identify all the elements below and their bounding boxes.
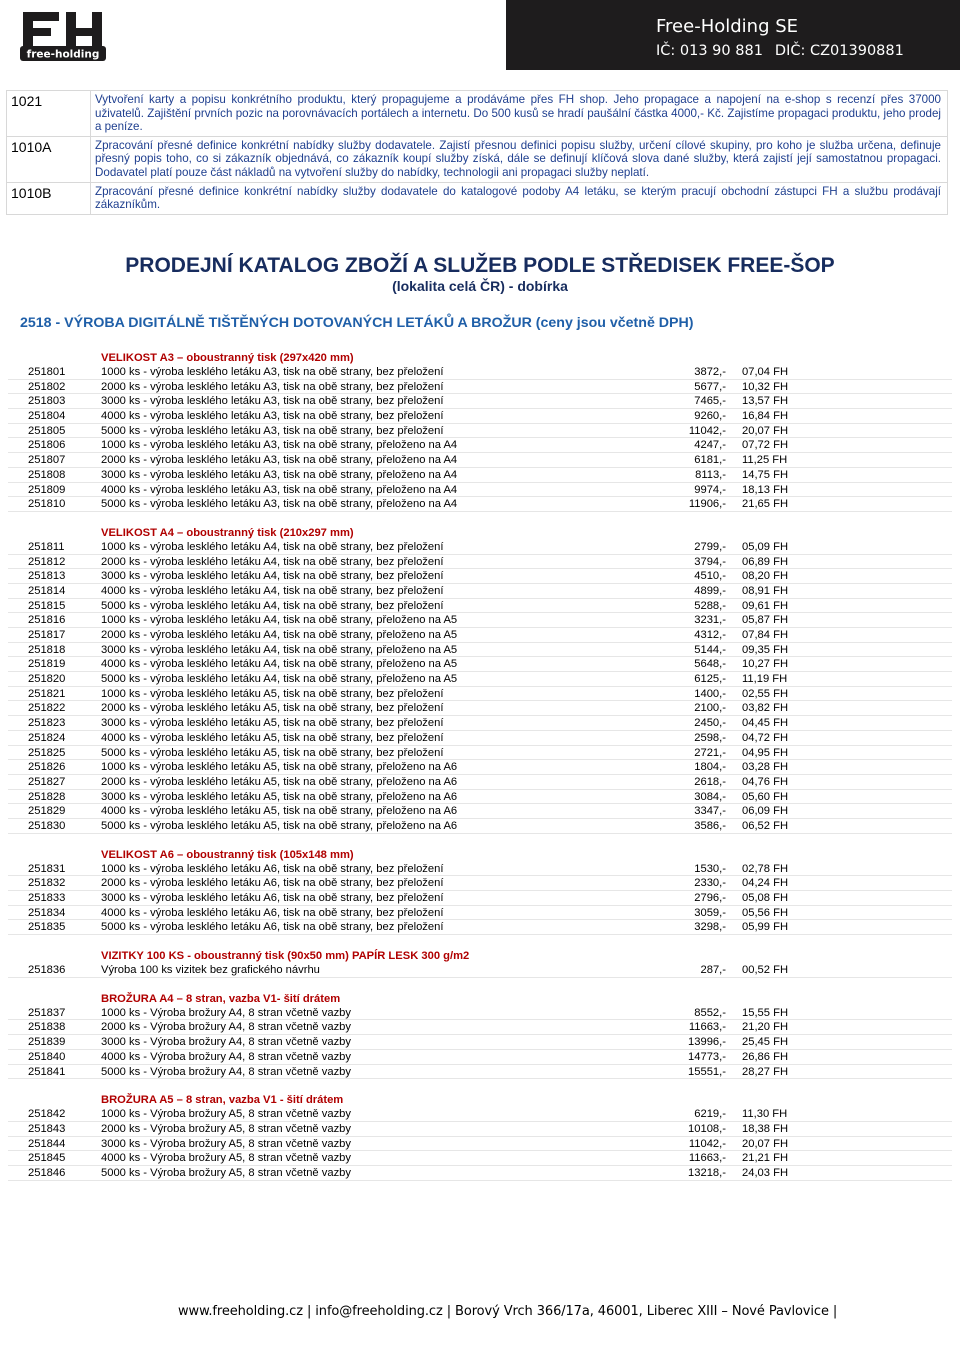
item-fh-value: 09,61 FH <box>742 599 789 612</box>
company-dic: DIČ: CZ01390881 <box>774 43 904 59</box>
item-code: 251841 <box>28 1065 66 1078</box>
catalog-row <box>8 613 952 628</box>
item-fh-value: 11,19 FH <box>742 673 788 686</box>
item-price: 1400,- <box>694 687 726 700</box>
service-description-table <box>6 90 948 215</box>
item-code: 251806 <box>28 439 66 452</box>
footer-email-link[interactable]: info@freeholding.cz <box>315 1304 443 1319</box>
catalog-row <box>8 438 952 453</box>
company-banner <box>506 0 960 70</box>
item-price: 1804,- <box>694 761 726 774</box>
description-row <box>7 182 948 214</box>
item-description: 2000 ks - Výroba brožury A4, 8 stran včetně vazby <box>101 1021 351 1034</box>
item-fh-value: 25,45 FH <box>742 1036 789 1049</box>
catalog-row <box>8 1151 952 1166</box>
item-description: 5000 ks - Výroba brožury A4, 8 stran včetně vazby <box>101 1065 351 1078</box>
item-description: 4000 ks - Výroba brožury A4, 8 stran včetně vazby <box>101 1050 351 1063</box>
catalog-row <box>8 1050 952 1065</box>
group-spacer <box>8 834 952 845</box>
item-code: 251833 <box>28 892 66 904</box>
item-fh-value: 07,04 FH <box>742 366 789 378</box>
item-description: 5000 ks - výroba lesklého letáku A4, tisk na obě strany, bez přeložení <box>101 599 444 612</box>
catalog-row <box>8 819 952 834</box>
item-price: 3059,- <box>694 906 726 919</box>
catalog-row <box>8 1006 952 1021</box>
catalog-row <box>8 497 952 512</box>
item-price: 11663,- <box>688 1152 726 1165</box>
item-fh-value: 26,86 FH <box>742 1050 789 1063</box>
item-fh-value: 08,20 FH <box>742 570 789 583</box>
catalog-row <box>8 804 952 819</box>
item-fh-value: 05,56 FH <box>742 906 789 919</box>
item-price: 4247,- <box>694 439 726 452</box>
item-fh-value: 05,99 FH <box>742 921 789 934</box>
item-description: 2000 ks - výroba lesklého letáku A4, tisk na obě strany, přeloženo na A5 <box>101 629 458 641</box>
item-fh-value: 06,89 FH <box>742 555 789 568</box>
item-fh-value: 28,27 FH <box>742 1065 789 1078</box>
item-description: 4000 ks - výroba lesklého letáku A4, tisk na obě strany, přeloženo na A5 <box>101 658 458 671</box>
item-code: 251845 <box>28 1152 66 1165</box>
logo-text: free-holding <box>26 48 100 61</box>
item-description: 3000 ks - Výroba brožury A5, 8 stran včetně vazby <box>101 1137 351 1150</box>
catalog-row <box>8 906 952 921</box>
item-fh-value: 05,08 FH <box>742 892 789 904</box>
catalog-row <box>8 599 952 614</box>
catalog-row <box>8 657 952 672</box>
item-code: 251819 <box>28 658 66 671</box>
item-description: 3000 ks - výroba lesklého letáku A5, tisk na obě strany, přeloženo na A6 <box>101 790 458 803</box>
item-price: 3231,- <box>694 614 726 627</box>
item-price: 15551,- <box>688 1065 726 1078</box>
item-code: 251809 <box>28 483 66 496</box>
catalog-row <box>8 394 952 409</box>
item-code: 251807 <box>28 454 66 467</box>
group-heading: BROŽURA A5 – 8 stran, vazba V1 - šití drátem <box>101 1094 344 1107</box>
price-catalog <box>8 348 952 1181</box>
item-fh-value: 21,65 FH <box>742 498 789 511</box>
item-fh-value: 04,76 FH <box>742 775 789 788</box>
item-code: 251821 <box>28 687 66 700</box>
catalog-row <box>8 746 952 761</box>
catalog-subtitle: (lokalita celá ČR) - dobírka <box>392 278 568 294</box>
item-code: 251824 <box>28 731 66 744</box>
item-fh-value: 21,21 FH <box>742 1152 789 1165</box>
item-price: 287,- <box>700 964 726 977</box>
item-fh-value: 15,55 FH <box>742 1006 789 1019</box>
item-description: 5000 ks - výroba lesklého letáku A4, tisk na obě strany, přeloženo na A5 <box>101 673 458 686</box>
catalog-row <box>8 584 952 599</box>
item-fh-value: 09,35 FH <box>742 643 789 656</box>
company-name: Free-Holding SE <box>656 16 799 37</box>
catalog-row <box>8 380 952 395</box>
item-fh-value: 13,57 FH <box>742 395 789 408</box>
item-fh-value: 03,28 FH <box>742 761 789 774</box>
item-code: 251827 <box>28 775 66 788</box>
item-description: 1000 ks - výroba lesklého letáku A6, tisk na obě strany, bez přeložení <box>101 862 444 875</box>
item-description: 2000 ks - výroba lesklého letáku A6, tisk na obě strany, bez přeložení <box>101 877 444 890</box>
item-price: 6219,- <box>694 1108 726 1121</box>
item-description: 5000 ks - výroba lesklého letáku A5, tisk na obě strany, bez přeložení <box>101 746 444 759</box>
item-description: 5000 ks - výroba lesklého letáku A6, tisk na obě strany, bez přeložení <box>101 921 444 934</box>
item-code: 251844 <box>28 1137 66 1150</box>
item-price: 11042,- <box>688 1137 726 1150</box>
item-price: 2799,- <box>694 540 726 553</box>
item-code: 251803 <box>28 395 66 408</box>
group-spacer <box>8 935 952 946</box>
item-price: 2330,- <box>694 877 726 890</box>
item-code: 251826 <box>28 761 66 774</box>
item-code: 251835 <box>28 921 66 934</box>
catalog-row <box>8 1137 952 1152</box>
item-fh-value: 00,52 FH <box>742 964 789 977</box>
item-fh-value: 11,25 FH <box>742 454 788 467</box>
item-description: 1000 ks - výroba lesklého letáku A5, tisk na obě strany, přeloženo na A6 <box>101 761 458 774</box>
item-description: Výroba 100 ks vizitek bez grafického návrhu <box>101 964 320 977</box>
catalog-row <box>8 365 952 380</box>
item-price: 13996,- <box>688 1036 726 1049</box>
description-row <box>7 91 948 137</box>
item-fh-value: 05,60 FH <box>742 790 789 803</box>
item-description: 5000 ks - výroba lesklého letáku A5, tisk na obě strany, přeloženo na A6 <box>101 819 458 832</box>
item-price: 1530,- <box>694 862 726 875</box>
item-description: 3000 ks - výroba lesklého letáku A3, tisk na obě strany, přeloženo na A4 <box>101 468 458 481</box>
catalog-row <box>8 468 952 483</box>
item-description: 5000 ks - Výroba brožury A5, 8 stran včetně vazby <box>101 1166 351 1179</box>
item-fh-value: 10,27 FH <box>742 658 789 671</box>
item-price: 9260,- <box>694 410 726 423</box>
item-description: 1000 ks - výroba lesklého letáku A4, tisk na obě strany, bez přeložení <box>101 540 444 553</box>
item-price: 11042,- <box>688 424 726 437</box>
item-code: 251831 <box>28 862 66 875</box>
item-code: 251812 <box>28 555 66 568</box>
item-code: 251820 <box>28 673 66 686</box>
catalog-row <box>8 424 952 439</box>
catalog-row <box>8 643 952 658</box>
item-code: 251832 <box>28 877 66 890</box>
catalog-row <box>8 569 952 584</box>
page-footer <box>178 1304 837 1320</box>
description-text: Zpracování přesné definice konkrétní nabídky služby dodavatele. Zajistí přesnou definici popisu služby, určení cílové skupiny, pro koho je služba určena, definuje přesný popis toho, co si zákazník objednává, co zákazník koupí služby získá, dále se definují klíčová slova dané služby, která zajistí její samostatnou propagaci. Dodavatel platí pouze část nákladů na vytvoření služby do nabídky, technologii ani propagaci služby neplatí. <box>91 136 948 182</box>
item-fh-value: 21,20 FH <box>742 1021 789 1034</box>
item-code: 251810 <box>28 498 66 511</box>
item-code: 251816 <box>28 614 66 627</box>
description-text: Vytvoření karty a popisu konkrétního produktu, který propagujeme a prodáváme přes FH shop. Jeho propagace a napojení na e-shop s recenzí přes 37000 uživatelů. Zajištění prvních pozic na porovnávacích portálech a internetu. Do 500 kusů se hradí paušální částka 4000,- Kč. Zajistíme propagaci produktu, jeho prodej a peníze. <box>91 91 948 137</box>
group-heading: VELIKOST A3 – oboustranný tisk (297x420 mm) <box>101 352 354 364</box>
item-description: 3000 ks - výroba lesklého letáku A4, tisk na obě strany, bez přeložení <box>101 570 444 583</box>
item-price: 2598,- <box>694 731 726 744</box>
group-heading: VELIKOST A4 – oboustranný tisk (210x297 mm) <box>101 526 354 539</box>
catalog-row <box>8 1166 952 1181</box>
item-code: 251801 <box>28 366 66 378</box>
section-title: 2518 - VÝROBA DIGITÁLNĚ TIŠTĚNÝCH DOTOVANÝCH LETÁKŮ A BROŽUR (ceny jsou včetně DPH) <box>20 315 694 331</box>
item-description: 3000 ks - výroba lesklého letáku A5, tisk na obě strany, bez přeložení <box>101 717 444 730</box>
item-fh-value: 20,07 FH <box>742 1137 789 1150</box>
item-code: 251822 <box>28 702 66 715</box>
item-price: 2721,- <box>694 746 726 759</box>
item-price: 6181,- <box>694 454 726 467</box>
item-price: 2796,- <box>694 892 726 904</box>
item-description: 3000 ks - Výroba brožury A4, 8 stran včetně vazby <box>101 1036 351 1049</box>
item-price: 4312,- <box>694 629 726 641</box>
item-description: 4000 ks - výroba lesklého letáku A6, tisk na obě strany, bez přeložení <box>101 906 444 919</box>
item-description: 2000 ks - výroba lesklého letáku A4, tisk na obě strany, bez přeložení <box>101 555 444 568</box>
footer-separator: | <box>832 1304 838 1319</box>
item-description: 2000 ks - výroba lesklého letáku A5, tisk na obě strany, bez přeložení <box>101 702 444 715</box>
catalog-row <box>8 1065 952 1080</box>
item-price: 9974,- <box>694 483 726 496</box>
item-description: 4000 ks - výroba lesklého letáku A3, tisk na obě strany, přeloženo na A4 <box>101 483 458 496</box>
item-price: 8113,- <box>695 468 726 481</box>
group-heading: VELIKOST A6 – oboustranný tisk (105x148 mm) <box>101 848 354 861</box>
footer-separator: | <box>446 1304 456 1319</box>
item-description: 2000 ks - Výroba brožury A5, 8 stran včetně vazby <box>101 1122 351 1135</box>
footer-separator: | <box>306 1304 316 1319</box>
item-fh-value: 02,78 FH <box>742 862 789 875</box>
page-header <box>0 0 960 70</box>
item-price: 3298,- <box>694 921 726 934</box>
item-price: 8552,- <box>694 1006 726 1019</box>
item-price: 13218,- <box>688 1166 726 1179</box>
item-code: 251815 <box>28 599 66 612</box>
description-code: 1021 <box>7 91 91 137</box>
item-code: 251843 <box>28 1122 66 1135</box>
group-heading: BROŽURA A4 – 8 stran, vazba V1- šití drátem <box>101 992 341 1005</box>
catalog-row <box>8 716 952 731</box>
description-row <box>7 136 948 182</box>
item-fh-value: 14,75 FH <box>742 468 789 481</box>
item-price: 14773,- <box>688 1050 726 1063</box>
catalog-row <box>8 1107 952 1122</box>
item-code: 251814 <box>28 584 66 597</box>
item-description: 4000 ks - výroba lesklého letáku A4, tisk na obě strany, bez přeložení <box>101 584 444 597</box>
free-holding-logo <box>20 6 106 66</box>
item-fh-value: 03,82 FH <box>742 702 789 715</box>
item-description: 1000 ks - výroba lesklého letáku A3, tisk na obě strany, přeloženo na A4 <box>101 439 458 452</box>
catalog-row <box>8 963 952 978</box>
item-description: 3000 ks - výroba lesklého letáku A4, tisk na obě strany, přeloženo na A5 <box>101 643 458 656</box>
item-fh-value: 18,13 FH <box>742 483 789 496</box>
description-code: 1010B <box>7 182 91 214</box>
item-price: 3084,- <box>694 790 726 803</box>
item-price: 2618,- <box>694 775 726 788</box>
item-code: 251823 <box>28 717 66 730</box>
item-description: 3000 ks - výroba lesklého letáku A6, tisk na obě strany, bez přeložení <box>101 892 444 904</box>
item-price: 3794,- <box>694 555 726 568</box>
item-price: 7465,- <box>694 395 726 408</box>
item-price: 3347,- <box>694 805 726 818</box>
catalog-row <box>8 701 952 716</box>
item-price: 5288,- <box>694 599 726 612</box>
item-code: 251818 <box>28 643 66 656</box>
item-fh-value: 05,87 FH <box>742 614 789 627</box>
item-description: 1000 ks - výroba lesklého letáku A3, tisk na obě strany, bez přeložení <box>101 366 444 378</box>
item-price: 2100,- <box>694 702 726 715</box>
item-fh-value: 11,30 FH <box>742 1108 788 1121</box>
item-fh-value: 04,95 FH <box>742 746 789 759</box>
item-fh-value: 04,24 FH <box>742 877 789 890</box>
item-description: 4000 ks - výroba lesklého letáku A5, tisk na obě strany, bez přeložení <box>101 731 444 744</box>
item-code: 251842 <box>28 1108 66 1121</box>
item-fh-value: 04,45 FH <box>742 717 789 730</box>
item-description: 4000 ks - výroba lesklého letáku A3, tisk na obě strany, bez přeložení <box>101 410 444 423</box>
catalog-row <box>8 731 952 746</box>
item-code: 251813 <box>28 570 66 583</box>
item-fh-value: 24,03 FH <box>742 1166 789 1179</box>
item-fh-value: 10,32 FH <box>742 380 789 393</box>
item-description: 1000 ks - výroba lesklého letáku A4, tisk na obě strany, přeloženo na A5 <box>101 614 458 627</box>
catalog-row <box>8 1035 952 1050</box>
item-description: 4000 ks - Výroba brožury A5, 8 stran včetně vazby <box>101 1152 351 1165</box>
item-price: 5648,- <box>694 658 726 671</box>
item-description: 2000 ks - výroba lesklého letáku A5, tisk na obě strany, přeloženo na A6 <box>101 775 458 788</box>
item-price: 4510,- <box>694 570 726 583</box>
item-description: 1000 ks - Výroba brožury A5, 8 stran včetně vazby <box>101 1108 351 1121</box>
item-code: 251804 <box>28 410 66 423</box>
item-code: 251828 <box>28 790 66 803</box>
footer-address: Borový Vrch 366/17a, 46001, Liberec XIII – Nové Pavlovice <box>455 1304 829 1319</box>
item-code: 251805 <box>28 424 66 437</box>
item-fh-value: 06,09 FH <box>742 805 789 818</box>
item-description: 5000 ks - výroba lesklého letáku A3, tisk na obě strany, přeloženo na A4 <box>101 498 458 511</box>
catalog-row <box>8 540 952 555</box>
item-code: 251817 <box>28 629 66 641</box>
catalog-title: PRODEJNÍ KATALOG ZBOŽÍ A SLUŽEB PODLE STŘEDISEK FREE-ŠOP <box>125 254 835 277</box>
item-price: 11663,- <box>688 1021 726 1034</box>
catalog-row <box>8 555 952 570</box>
item-fh-value: 20,07 FH <box>742 424 789 437</box>
item-price: 11906,- <box>688 498 726 511</box>
item-code: 251836 <box>28 964 66 977</box>
item-description: 2000 ks - výroba lesklého letáku A3, tisk na obě strany, přeloženo na A4 <box>101 454 458 467</box>
group-heading: VIZITKY 100 KS - oboustranný tisk (90x50 mm) PAPÍR LESK 300 g/m2 <box>101 950 470 963</box>
catalog-row <box>8 483 952 498</box>
description-text: Zpracování přesné definice konkrétní nabídky služby dodavatele do katalogové podoby A4 letáku, se kterým pracují obchodní zástupci FH a službu prodávají zákazníkům. <box>91 182 948 214</box>
item-fh-value: 07,84 FH <box>742 629 789 641</box>
catalog-row <box>8 760 952 775</box>
item-price: 6125,- <box>694 673 726 686</box>
item-code: 251839 <box>28 1036 66 1049</box>
item-price: 2450,- <box>694 717 726 730</box>
item-fh-value: 05,09 FH <box>742 540 789 553</box>
item-code: 251830 <box>28 819 66 832</box>
item-price: 3586,- <box>694 819 726 832</box>
item-code: 251825 <box>28 746 66 759</box>
item-code: 251811 <box>28 540 65 553</box>
catalog-row <box>8 891 952 906</box>
catalog-row <box>8 453 952 468</box>
item-description: 5000 ks - výroba lesklého letáku A3, tisk na obě strany, bez přeložení <box>101 424 444 437</box>
item-price: 4899,- <box>694 584 726 597</box>
item-price: 5144,- <box>694 643 726 656</box>
item-code: 251834 <box>28 906 66 919</box>
catalog-row <box>8 920 952 935</box>
item-price: 3872,- <box>694 366 726 378</box>
item-code: 251808 <box>28 468 66 481</box>
item-fh-value: 16,84 FH <box>742 410 789 423</box>
catalog-row <box>8 1122 952 1137</box>
item-fh-value: 06,52 FH <box>742 819 789 832</box>
catalog-row <box>8 790 952 805</box>
group-spacer <box>8 512 952 523</box>
group-spacer <box>8 1079 952 1090</box>
item-description: 2000 ks - výroba lesklého letáku A3, tisk na obě strany, bez přeložení <box>101 380 444 393</box>
item-code: 251837 <box>28 1006 66 1019</box>
item-price: 10108,- <box>688 1122 726 1135</box>
item-code: 251840 <box>28 1050 66 1063</box>
catalog-row <box>8 409 952 424</box>
company-ic: IČ: 013 90 881 <box>656 43 763 59</box>
item-description: 3000 ks - výroba lesklého letáku A3, tisk na obě strany, bez přeložení <box>101 395 444 408</box>
catalog-row <box>8 775 952 790</box>
item-code: 251802 <box>28 380 66 393</box>
description-code: 1010A <box>7 136 91 182</box>
catalog-row <box>8 687 952 702</box>
item-price: 5677,- <box>694 380 726 393</box>
catalog-row <box>8 628 952 643</box>
item-code: 251846 <box>28 1166 66 1179</box>
item-description: 1000 ks - výroba lesklého letáku A5, tisk na obě strany, bez přeložení <box>101 687 444 700</box>
item-code: 251829 <box>28 805 66 818</box>
group-spacer <box>8 978 952 989</box>
catalog-row <box>8 862 952 877</box>
item-description: 1000 ks - Výroba brožury A4, 8 stran včetně vazby <box>101 1006 351 1019</box>
item-fh-value: 04,72 FH <box>742 731 789 744</box>
company-ids <box>656 38 960 60</box>
item-description: 4000 ks - výroba lesklého letáku A5, tisk na obě strany, přeloženo na A6 <box>101 805 458 818</box>
item-fh-value: 02,55 FH <box>742 687 789 700</box>
catalog-row <box>8 672 952 687</box>
item-fh-value: 07,72 FH <box>742 439 789 452</box>
footer-web-link[interactable]: www.freeholding.cz <box>178 1304 303 1319</box>
catalog-row <box>8 1020 952 1035</box>
item-code: 251838 <box>28 1021 66 1034</box>
catalog-row <box>8 876 952 891</box>
item-fh-value: 08,91 FH <box>742 584 789 597</box>
item-fh-value: 18,38 FH <box>742 1122 789 1135</box>
